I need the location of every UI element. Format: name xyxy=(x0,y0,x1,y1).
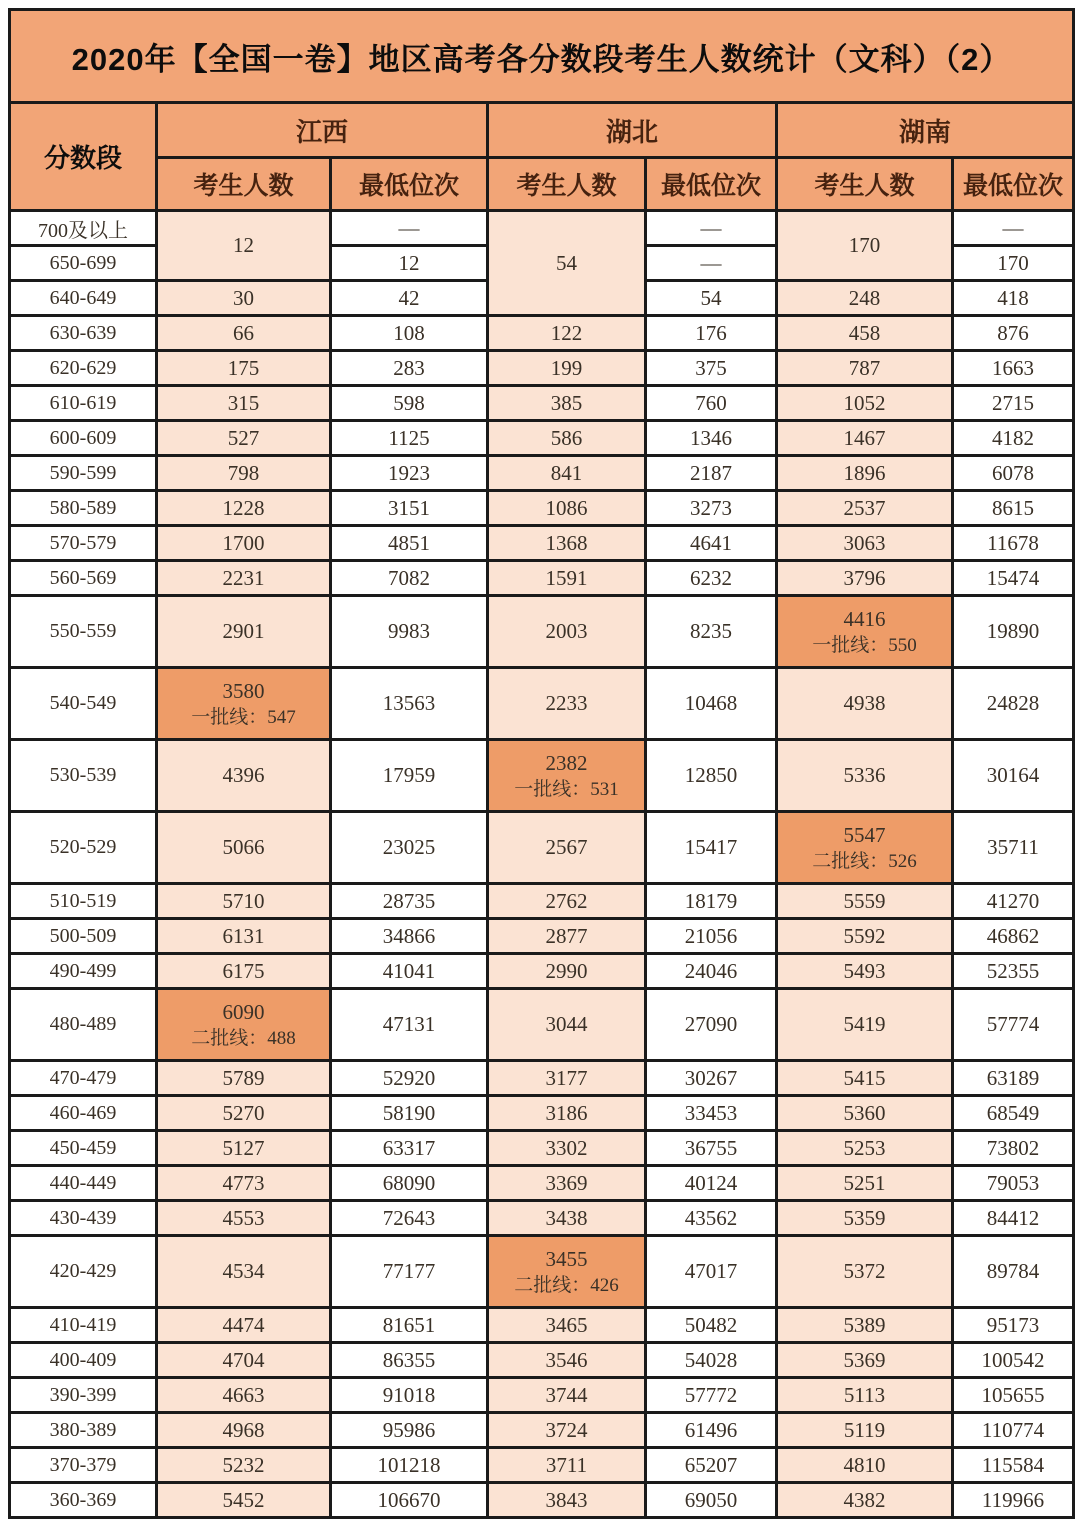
table-row xyxy=(10,561,1074,596)
data-cell: — xyxy=(646,246,777,281)
data-cell: 101218 xyxy=(331,1448,488,1483)
data-cell: 69050 xyxy=(646,1483,777,1518)
data-cell: 12850 xyxy=(646,740,777,812)
data-cell: 106670 xyxy=(331,1483,488,1518)
data-cell: 3744 xyxy=(488,1378,646,1413)
score-range-label: 700及以上 xyxy=(10,211,157,246)
data-cell: 100542 xyxy=(953,1343,1074,1378)
table-row xyxy=(10,1131,1074,1166)
data-cell: 458 xyxy=(777,316,953,351)
data-cell: 175 xyxy=(157,351,331,386)
table-row xyxy=(10,1483,1074,1518)
data-cell: 21056 xyxy=(646,919,777,954)
cutoff-highlight-cell xyxy=(777,812,953,884)
data-cell: 46862 xyxy=(953,919,1074,954)
data-cell: 7082 xyxy=(331,561,488,596)
data-cell: 10468 xyxy=(646,668,777,740)
data-cell: 5419 xyxy=(777,989,953,1061)
score-range-label: 580-589 xyxy=(10,491,157,526)
data-cell: 42 xyxy=(331,281,488,316)
sub-header-row xyxy=(10,158,1074,211)
data-cell: 57774 xyxy=(953,989,1074,1061)
score-range-label: 360-369 xyxy=(10,1483,157,1518)
data-cell: 199 xyxy=(488,351,646,386)
data-cell: 19890 xyxy=(953,596,1074,668)
batch-line-note: 一批线：550 xyxy=(812,634,917,656)
data-cell: 108 xyxy=(331,316,488,351)
score-range-label: 420-429 xyxy=(10,1236,157,1308)
table-header xyxy=(10,10,1074,211)
data-cell: 3711 xyxy=(488,1448,646,1483)
data-cell: 876 xyxy=(953,316,1074,351)
data-cell: 170 xyxy=(953,246,1074,281)
data-cell: 4553 xyxy=(157,1201,331,1236)
data-cell: 2990 xyxy=(488,954,646,989)
data-cell: 3465 xyxy=(488,1308,646,1343)
data-cell: 47017 xyxy=(646,1236,777,1308)
data-cell: 105655 xyxy=(953,1378,1074,1413)
data-cell: 40124 xyxy=(646,1166,777,1201)
table-row xyxy=(10,1096,1074,1131)
data-cell: 3063 xyxy=(777,526,953,561)
data-cell: 1896 xyxy=(777,456,953,491)
data-cell: 5066 xyxy=(157,812,331,884)
table-row xyxy=(10,491,1074,526)
table-row xyxy=(10,1061,1074,1096)
score-range-label: 620-629 xyxy=(10,351,157,386)
data-cell: 3186 xyxy=(488,1096,646,1131)
data-cell: 65207 xyxy=(646,1448,777,1483)
batch-line-note: 一批线：531 xyxy=(514,778,619,800)
data-cell: 5360 xyxy=(777,1096,953,1131)
table-row xyxy=(10,1236,1074,1308)
score-range-label: 390-399 xyxy=(10,1378,157,1413)
score-range-label: 470-479 xyxy=(10,1061,157,1096)
data-cell: 418 xyxy=(953,281,1074,316)
province-header-row xyxy=(10,103,1074,158)
score-range-label: 540-549 xyxy=(10,668,157,740)
cell-value: 3580 xyxy=(222,678,265,703)
data-cell: 24046 xyxy=(646,954,777,989)
table-row xyxy=(10,668,1074,740)
score-range-label: 630-639 xyxy=(10,316,157,351)
data-cell: 385 xyxy=(488,386,646,421)
table-row xyxy=(10,421,1074,456)
data-cell: 248 xyxy=(777,281,953,316)
data-cell: 30164 xyxy=(953,740,1074,812)
data-cell: 89784 xyxy=(953,1236,1074,1308)
data-cell: 1125 xyxy=(331,421,488,456)
table-row xyxy=(10,1448,1074,1483)
data-cell: 3438 xyxy=(488,1201,646,1236)
data-cell: 52355 xyxy=(953,954,1074,989)
data-cell: 4663 xyxy=(157,1378,331,1413)
data-cell: 1346 xyxy=(646,421,777,456)
data-cell: 3796 xyxy=(777,561,953,596)
cell-value: 4416 xyxy=(843,606,886,631)
data-cell: 3843 xyxy=(488,1483,646,1518)
data-cell: 4182 xyxy=(953,421,1074,456)
batch-line-note: 一批线：547 xyxy=(191,706,296,728)
score-range-label: 640-649 xyxy=(10,281,157,316)
score-range-label: 560-569 xyxy=(10,561,157,596)
batch-line-note: 二批线：526 xyxy=(812,850,917,872)
data-cell: 77177 xyxy=(331,1236,488,1308)
data-cell: 72643 xyxy=(331,1201,488,1236)
data-cell: 4968 xyxy=(157,1413,331,1448)
score-range-label: 430-439 xyxy=(10,1201,157,1236)
batch-line-note: 二批线：426 xyxy=(514,1274,619,1296)
subheader-rank-hunan: 最低位次 xyxy=(953,158,1074,211)
data-cell: 170 xyxy=(777,211,953,281)
data-cell: 86355 xyxy=(331,1343,488,1378)
data-cell: 3044 xyxy=(488,989,646,1061)
table-row xyxy=(10,812,1074,884)
cell-value: 5547 xyxy=(843,822,886,847)
score-range-label: 550-559 xyxy=(10,596,157,668)
data-cell: 1591 xyxy=(488,561,646,596)
data-cell: 4851 xyxy=(331,526,488,561)
data-cell: 33453 xyxy=(646,1096,777,1131)
data-cell: 2877 xyxy=(488,919,646,954)
table-row xyxy=(10,1378,1074,1413)
data-cell: 5493 xyxy=(777,954,953,989)
table-body xyxy=(10,211,1074,1518)
table-row xyxy=(10,456,1074,491)
subheader-candidates-jiangxi: 考生人数 xyxy=(157,158,331,211)
data-cell: 5389 xyxy=(777,1308,953,1343)
data-cell: 13563 xyxy=(331,668,488,740)
data-cell: 375 xyxy=(646,351,777,386)
table-row xyxy=(10,1166,1074,1201)
table-row xyxy=(10,884,1074,919)
table-row xyxy=(10,740,1074,812)
data-cell: 2762 xyxy=(488,884,646,919)
data-cell: 5789 xyxy=(157,1061,331,1096)
table-row xyxy=(10,919,1074,954)
data-cell: 3151 xyxy=(331,491,488,526)
data-cell: 11678 xyxy=(953,526,1074,561)
data-cell: 110774 xyxy=(953,1413,1074,1448)
data-cell: 79053 xyxy=(953,1166,1074,1201)
data-cell: 1467 xyxy=(777,421,953,456)
data-cell: 66 xyxy=(157,316,331,351)
data-cell: 35711 xyxy=(953,812,1074,884)
data-cell: 5372 xyxy=(777,1236,953,1308)
data-cell: 1700 xyxy=(157,526,331,561)
data-cell: 58190 xyxy=(331,1096,488,1131)
data-cell: 23025 xyxy=(331,812,488,884)
data-cell: 41041 xyxy=(331,954,488,989)
score-range-label: 380-389 xyxy=(10,1413,157,1448)
data-cell: 8615 xyxy=(953,491,1074,526)
data-cell: 63189 xyxy=(953,1061,1074,1096)
page-title: 2020年【全国一卷】地区高考各分数段考生人数统计（文科）（2） xyxy=(10,10,1074,103)
data-cell: 24828 xyxy=(953,668,1074,740)
data-cell: 2537 xyxy=(777,491,953,526)
data-cell: 5127 xyxy=(157,1131,331,1166)
province-header-hunan: 湖南 xyxy=(777,103,1074,158)
data-cell: 91018 xyxy=(331,1378,488,1413)
data-cell: 68549 xyxy=(953,1096,1074,1131)
data-cell: 3369 xyxy=(488,1166,646,1201)
score-range-label: 460-469 xyxy=(10,1096,157,1131)
data-cell: 4810 xyxy=(777,1448,953,1483)
score-range-label: 520-529 xyxy=(10,812,157,884)
data-cell: 527 xyxy=(157,421,331,456)
table-row xyxy=(10,316,1074,351)
data-cell: 6175 xyxy=(157,954,331,989)
cell-value: 6090 xyxy=(222,999,265,1024)
data-cell: 2567 xyxy=(488,812,646,884)
cutoff-highlight-cell xyxy=(157,989,331,1061)
data-cell: 3177 xyxy=(488,1061,646,1096)
score-range-label: 530-539 xyxy=(10,740,157,812)
score-range-label: 410-419 xyxy=(10,1308,157,1343)
data-cell: 6131 xyxy=(157,919,331,954)
data-cell: 586 xyxy=(488,421,646,456)
score-range-header: 分数段 xyxy=(10,103,157,211)
province-header-hubei: 湖北 xyxy=(488,103,777,158)
data-cell: 1923 xyxy=(331,456,488,491)
data-cell: 27090 xyxy=(646,989,777,1061)
data-cell: 41270 xyxy=(953,884,1074,919)
data-cell: 3302 xyxy=(488,1131,646,1166)
batch-line-note: 二批线：488 xyxy=(191,1027,296,1049)
data-cell: 81651 xyxy=(331,1308,488,1343)
table-row xyxy=(10,211,1074,246)
data-cell: 73802 xyxy=(953,1131,1074,1166)
data-cell: 598 xyxy=(331,386,488,421)
score-range-label: 650-699 xyxy=(10,246,157,281)
data-cell: 95173 xyxy=(953,1308,1074,1343)
data-cell: 4773 xyxy=(157,1166,331,1201)
data-cell: 4938 xyxy=(777,668,953,740)
table-row xyxy=(10,989,1074,1061)
score-range-label: 440-449 xyxy=(10,1166,157,1201)
data-cell: 12 xyxy=(157,211,331,281)
data-cell: 1052 xyxy=(777,386,953,421)
subheader-candidates-hunan: 考生人数 xyxy=(777,158,953,211)
data-cell: 30267 xyxy=(646,1061,777,1096)
data-cell: 798 xyxy=(157,456,331,491)
data-cell: 43562 xyxy=(646,1201,777,1236)
score-range-label: 510-519 xyxy=(10,884,157,919)
data-cell: 17959 xyxy=(331,740,488,812)
data-cell: 18179 xyxy=(646,884,777,919)
data-cell: 283 xyxy=(331,351,488,386)
data-cell: 57772 xyxy=(646,1378,777,1413)
data-cell: 1228 xyxy=(157,491,331,526)
data-cell: 30 xyxy=(157,281,331,316)
data-cell: 1663 xyxy=(953,351,1074,386)
data-cell: — xyxy=(953,211,1074,246)
data-cell: 760 xyxy=(646,386,777,421)
table-row xyxy=(10,954,1074,989)
data-cell: 5559 xyxy=(777,884,953,919)
data-cell: 841 xyxy=(488,456,646,491)
data-cell: 8235 xyxy=(646,596,777,668)
data-cell: 3724 xyxy=(488,1413,646,1448)
score-range-label: 500-509 xyxy=(10,919,157,954)
data-cell: 4704 xyxy=(157,1343,331,1378)
table-row xyxy=(10,351,1074,386)
subheader-candidates-hubei: 考生人数 xyxy=(488,158,646,211)
data-cell: 54 xyxy=(646,281,777,316)
score-range-label: 570-579 xyxy=(10,526,157,561)
data-cell: 4641 xyxy=(646,526,777,561)
data-cell: 5232 xyxy=(157,1448,331,1483)
data-cell: 63317 xyxy=(331,1131,488,1166)
title-row xyxy=(10,10,1074,103)
province-header-jiangxi: 江西 xyxy=(157,103,488,158)
data-cell: — xyxy=(331,211,488,246)
data-cell: 3546 xyxy=(488,1343,646,1378)
data-cell: 2901 xyxy=(157,596,331,668)
score-range-label: 400-409 xyxy=(10,1343,157,1378)
data-cell: 5415 xyxy=(777,1061,953,1096)
data-cell: 95986 xyxy=(331,1413,488,1448)
cutoff-highlight-cell xyxy=(157,668,331,740)
cell-value: 2382 xyxy=(545,750,588,775)
data-cell: 1368 xyxy=(488,526,646,561)
data-cell: 5113 xyxy=(777,1378,953,1413)
cutoff-highlight-cell xyxy=(488,740,646,812)
data-cell: 4396 xyxy=(157,740,331,812)
data-cell: 5253 xyxy=(777,1131,953,1166)
data-cell: 6232 xyxy=(646,561,777,596)
table-row xyxy=(10,386,1074,421)
table-row xyxy=(10,1413,1074,1448)
cutoff-highlight-cell xyxy=(777,596,953,668)
data-cell: 5119 xyxy=(777,1413,953,1448)
subheader-rank-jiangxi: 最低位次 xyxy=(331,158,488,211)
data-cell: 176 xyxy=(646,316,777,351)
data-cell: 787 xyxy=(777,351,953,386)
data-cell: 12 xyxy=(331,246,488,281)
data-cell: 2715 xyxy=(953,386,1074,421)
score-range-label: 610-619 xyxy=(10,386,157,421)
data-cell: 9983 xyxy=(331,596,488,668)
score-range-label: 480-489 xyxy=(10,989,157,1061)
data-cell: 315 xyxy=(157,386,331,421)
data-cell: 115584 xyxy=(953,1448,1074,1483)
data-cell: 54028 xyxy=(646,1343,777,1378)
data-cell: 28735 xyxy=(331,884,488,919)
data-cell: 4534 xyxy=(157,1236,331,1308)
data-cell: 5359 xyxy=(777,1201,953,1236)
data-cell: 5369 xyxy=(777,1343,953,1378)
score-range-label: 600-609 xyxy=(10,421,157,456)
data-cell: 5592 xyxy=(777,919,953,954)
table-row xyxy=(10,596,1074,668)
score-range-label: 370-379 xyxy=(10,1448,157,1483)
data-cell: 2233 xyxy=(488,668,646,740)
data-cell: 2187 xyxy=(646,456,777,491)
table-row xyxy=(10,1308,1074,1343)
data-cell: 5336 xyxy=(777,740,953,812)
score-range-label: 590-599 xyxy=(10,456,157,491)
data-cell: 5270 xyxy=(157,1096,331,1131)
data-cell: 68090 xyxy=(331,1166,488,1201)
data-cell: 50482 xyxy=(646,1308,777,1343)
data-cell: 4474 xyxy=(157,1308,331,1343)
data-cell: 52920 xyxy=(331,1061,488,1096)
data-cell: 34866 xyxy=(331,919,488,954)
data-cell: 2003 xyxy=(488,596,646,668)
data-cell: 61496 xyxy=(646,1413,777,1448)
data-cell: 5452 xyxy=(157,1483,331,1518)
data-cell: 5251 xyxy=(777,1166,953,1201)
data-cell: 3273 xyxy=(646,491,777,526)
score-range-label: 490-499 xyxy=(10,954,157,989)
data-cell: 5710 xyxy=(157,884,331,919)
data-cell: 54 xyxy=(488,211,646,316)
table-row xyxy=(10,1343,1074,1378)
table-row xyxy=(10,526,1074,561)
data-cell: 119966 xyxy=(953,1483,1074,1518)
data-cell: 6078 xyxy=(953,456,1074,491)
data-cell: 15474 xyxy=(953,561,1074,596)
data-cell: 15417 xyxy=(646,812,777,884)
data-cell: 47131 xyxy=(331,989,488,1061)
score-table xyxy=(8,8,1075,1519)
data-cell: 36755 xyxy=(646,1131,777,1166)
data-cell: 4382 xyxy=(777,1483,953,1518)
table-row xyxy=(10,1201,1074,1236)
cell-value: 3455 xyxy=(545,1246,588,1271)
data-cell: 1086 xyxy=(488,491,646,526)
data-cell: 122 xyxy=(488,316,646,351)
data-cell: 2231 xyxy=(157,561,331,596)
subheader-rank-hubei: 最低位次 xyxy=(646,158,777,211)
score-range-label: 450-459 xyxy=(10,1131,157,1166)
cutoff-highlight-cell xyxy=(488,1236,646,1308)
data-cell: 84412 xyxy=(953,1201,1074,1236)
data-cell: — xyxy=(646,211,777,246)
